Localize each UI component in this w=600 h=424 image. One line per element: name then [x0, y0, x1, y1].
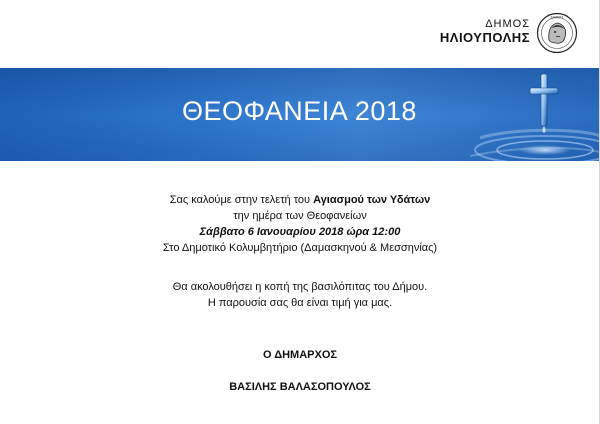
invitation-line-1-prefix: Σας καλούμε στην τελετή του [169, 194, 314, 206]
svg-text:ΔΗΜΟΣ: ΔΗΜΟΣ [550, 15, 564, 20]
cross-icon [528, 72, 560, 134]
signature-name: ΒΑΣΙΛΗΣ ΒΑΛΑΣΟΠΟΥΛΟΣ [229, 381, 371, 393]
notes-line-2: Η παρουσία σας θα είναι τιμή για μας. [207, 297, 393, 309]
invitation-line-2: την ημέρα των Θεοφανείων [233, 210, 367, 222]
invitation-text [100, 192, 500, 256]
notes-line-1: Θα ακολουθήσει η κοπή της βασιλόπιτας του Δήμου. [172, 281, 428, 293]
municipality-logo-text [440, 18, 530, 46]
notes-text [100, 279, 500, 311]
title-banner [0, 68, 600, 161]
municipality-emblem-icon [536, 12, 578, 54]
invitation-line-1 [100, 192, 500, 208]
signature-title: Ο ΔΗΜΑΡΧΟΣ [263, 349, 337, 361]
banner-title: ΘΕΟΦΑΝΕΙΑ 2018 [182, 96, 417, 126]
event-date-time: Σάββατο 6 Ιανουαρίου 2018 ώρα 12:00 [199, 226, 401, 238]
logo-line-dimos: ΔΗΜΟΣ [485, 18, 530, 30]
event-location: Στο Δημοτικό Κολυμβητήριο (Δαμασκηνού & Μεσσηνίας) [162, 242, 438, 254]
invitation-line-1-bold: Αγιασμού των Υδάτων [313, 194, 431, 206]
logo-line-ilioupolis: ΗΛΙΟΥΠΟΛΗΣ [439, 29, 530, 45]
